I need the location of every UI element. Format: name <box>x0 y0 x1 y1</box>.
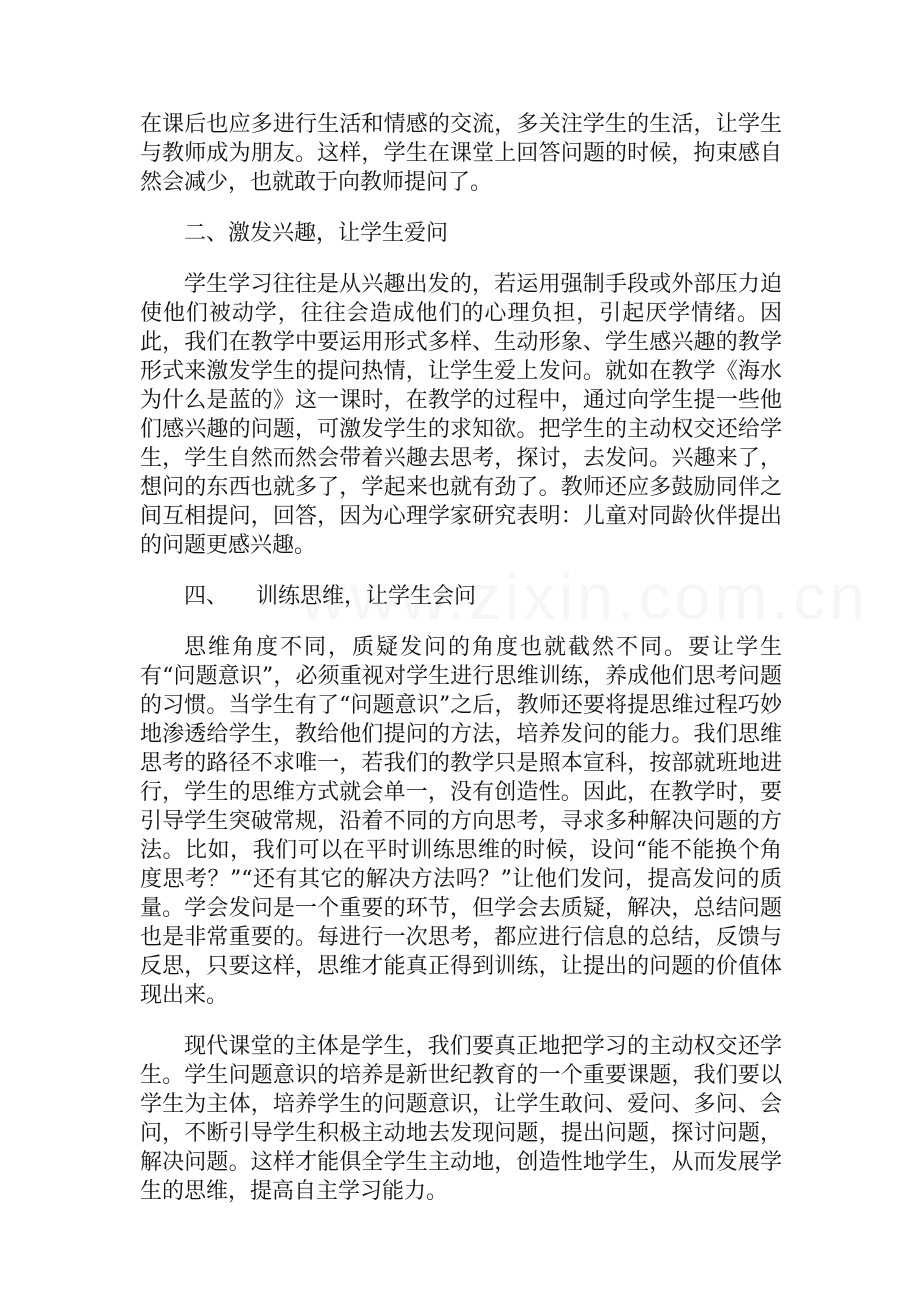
paragraph-interest: 学生学习往往是从兴趣出发的，若运用强制手段或外部压力迫使他们被动学，往往会造成他们的心理负担，引起厌学情绪。因此，我们在教学中要运用形式多样、生动形象、学生感兴趣的教学形式来激发学生的提问热情，让学生爱上发问。就如在教学《海水为什么是蓝的》这一课时，在教学的过程中，通过向学生提一些他们感兴趣的问题，可激发学生的求知欲。把学生的主动权交还给学生，学生自然而然会带着兴趣去思考，探讨，去发问。兴趣来了，想问的东西也就多了，学起来也就有劲了。教师还应多鼓励同伴之间互相提问，回答，因为心理学家研究表明：儿童对同龄伙伴提出的问题更感兴趣。 <box>140 272 782 558</box>
paragraph-thinking: 思维角度不同，质疑发问的角度也就截然不同。要让学生有“问题意识”，必须重视对学生进行思维训练，养成他们思考问题的习惯。当学生有了“问题意识”之后，教师还要将提思维过程巧妙地渗透给学生，教给他们提问的方法，培养发问的能力。我们思维思考的路径不求唯一，若我们的教学只是照本宣科，按部就班地进行，学生的思维方式就会单一，没有创造性。因此，在教学时，要引导学生突破常规，沿着不同的方向思考，寻求多种解决问题的方法。比如，我们可以在平时训练思维的时候，设问“能不能换个角度思考？”“还有其它的解决方法吗？”让他们发问，提高发问的质量。学会发问是一个重要的环节，但学会去质疑，解决，总结问题也是非常重要的。每进行一次思考，都应进行信息的总结，反馈与反思，只要这样，思维才能真正得到训练，让提出的问题的价值体现出来。 <box>140 635 782 1008</box>
section-heading-2: 二、激发兴趣，让学生爱问 <box>184 221 449 246</box>
paragraph-conclusion: 现代课堂的主体是学生，我们要真正地把学习的主动权交还学生。学生问题意识的培养是新世纪教育的一个重要课题，我们要以学生为主体，培养学生的问题意识，让学生敢问、爱问、多问、会问，不断引导学生积极主动地去发现问题，提出问题，探讨问题，解决问题。这样才能俱全学生主动地，创造性地学生，从而发展学生的思维，提高自主学习能力。 <box>140 1034 782 1204</box>
paragraph-continuation: 在课后也应多进行生活和情感的交流，多关注学生的生活，让学生与教师成为朋友。这样，学生在课堂上回答问题的时候，拘束感自然会减少，也就敢于向教师提问了。 <box>140 112 782 195</box>
section-heading-4: 四、 训练思维，让学生会问 <box>184 584 476 609</box>
